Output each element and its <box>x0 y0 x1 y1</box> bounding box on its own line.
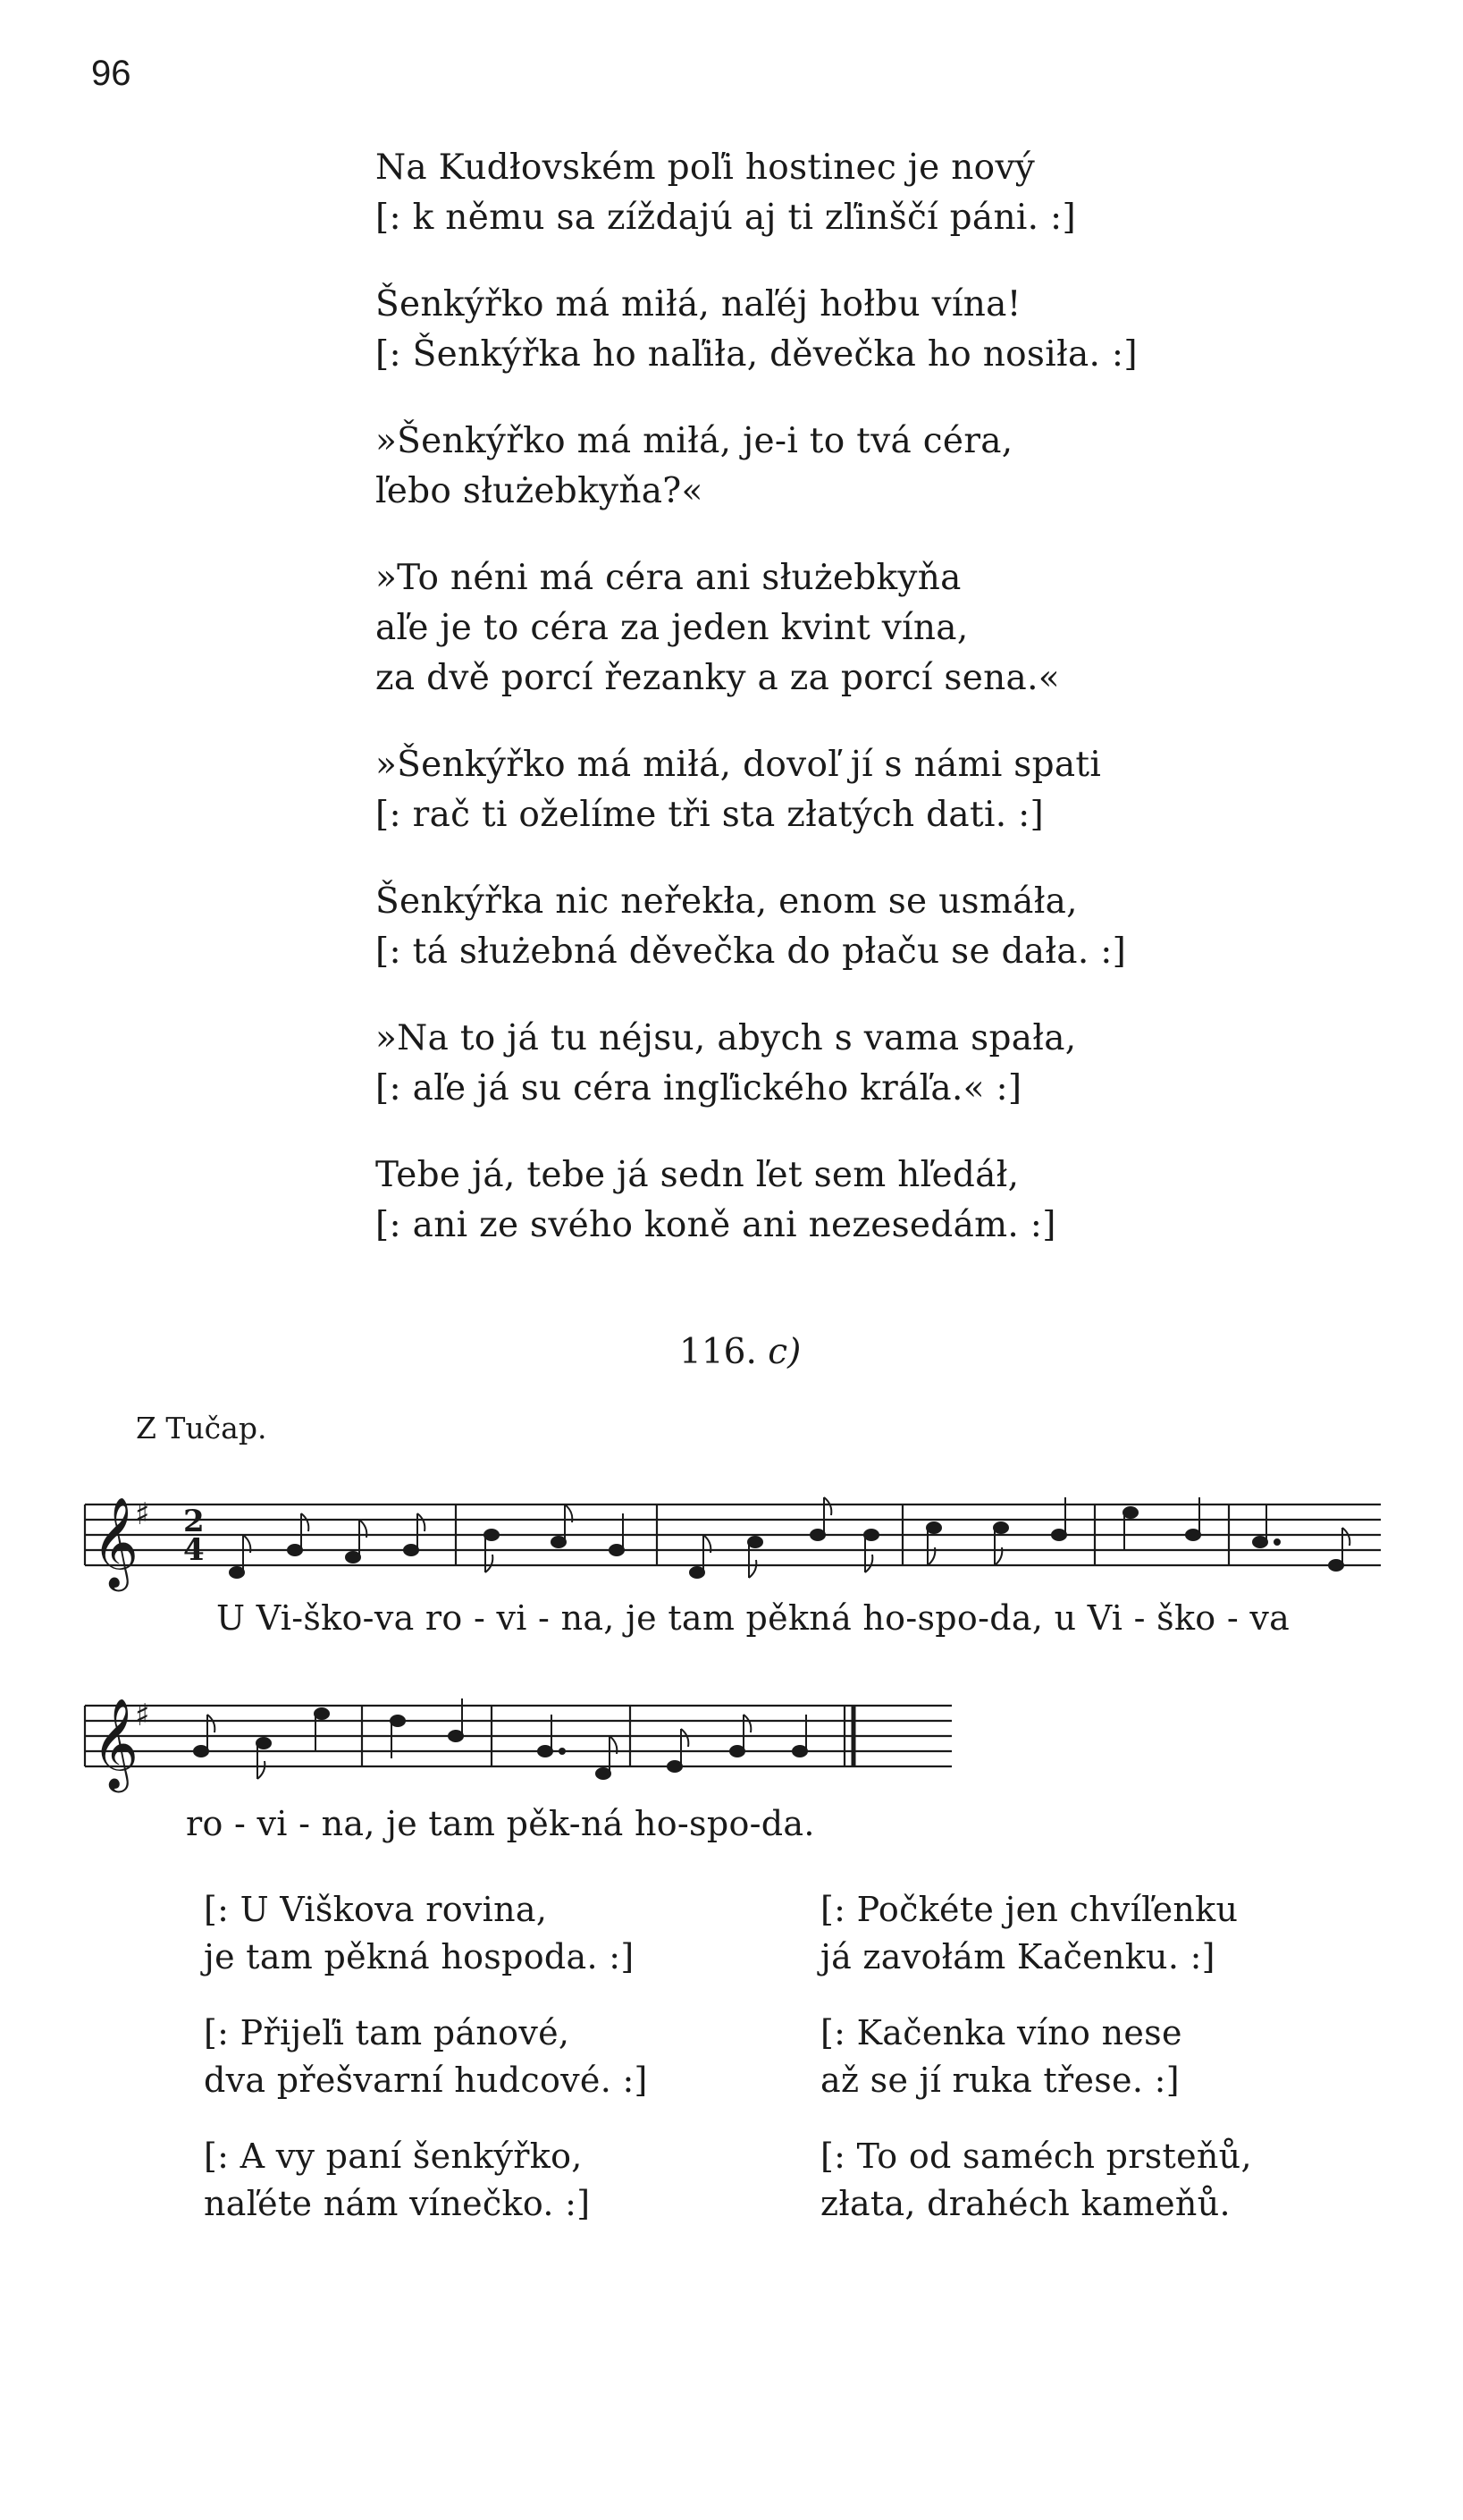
note-icon <box>230 1535 250 1578</box>
note-icon <box>690 1535 710 1578</box>
verse-line: [: ani ze svého koně ani nezesedám. :] <box>375 1205 1056 1245</box>
verse-line: [: Přijeľi tam pánové, <box>204 2013 570 2052</box>
poem-text <box>375 143 1358 1287</box>
stanza <box>375 143 1358 243</box>
stanza <box>375 280 1358 380</box>
music-staff-2 <box>76 1681 970 1800</box>
verse-line: [: Kačenka víno nese <box>820 2013 1182 2052</box>
verse-line: Šenkýřka nic neřekła, enom se usmáła, <box>375 881 1078 922</box>
verse-line: [: k němu sa zíždajú aj ti zľinščí páni. :] <box>375 198 1077 238</box>
note-icon <box>748 1537 762 1578</box>
svg-text:♯: ♯ <box>135 1698 150 1733</box>
sharp-icon <box>135 1496 149 1532</box>
verse-line: [: Počkéte jen chvíľenku <box>820 1890 1239 1929</box>
verse-line: [: Šenkýřka ho naľiła, děvečka ho nosiła. :] <box>375 334 1138 375</box>
stanza <box>375 740 1358 840</box>
music-staff-1 <box>76 1479 1390 1599</box>
stanza <box>375 417 1358 517</box>
song-number-suffix: c) <box>768 1332 802 1372</box>
verse-line: aľe je to céra za jeden kvint vína, <box>375 608 969 648</box>
song-number-value: 116. <box>679 1332 757 1372</box>
stanza <box>204 1886 758 1981</box>
page-number: 96 <box>91 54 131 93</box>
svg-text:♯: ♯ <box>135 1496 150 1532</box>
stanza <box>820 2133 1375 2228</box>
verse-line: [: To od saméch prsteňů, <box>820 2137 1252 2176</box>
stanza <box>820 2010 1375 2104</box>
verse-line: až se jí ruka třese. :] <box>820 2061 1180 2100</box>
note-icon <box>315 1708 329 1751</box>
lyrics-line-2: ro - vi - na, je tam pěk-ná ho-spo-da. <box>186 1804 815 1843</box>
note-icon <box>551 1504 572 1547</box>
verse-line: [: tá służebná děvečka do płaču se dała. :] <box>375 931 1127 972</box>
stanza <box>375 877 1358 977</box>
stanza <box>375 1150 1358 1251</box>
verse-line: [: U Viškova rovina, <box>204 1890 548 1929</box>
stanza <box>204 2133 758 2228</box>
verse-line: naľéte nám vínečko. :] <box>204 2184 591 2223</box>
verse-line: złata, drahéch kameňů. <box>820 2184 1231 2223</box>
verse-line: za dvě porcí řezanky a za porcí sena.« <box>375 658 1060 698</box>
note-icon <box>927 1522 941 1565</box>
song-number <box>679 1332 801 1372</box>
lyrics-line-1: U Vi-ško-va ro - vi - na, je tam pěkná ho-spo-da, u Vi - ško - va <box>216 1598 1291 1638</box>
verse-line: [: rač ti oželíme tři sta złatých dati. :] <box>375 795 1045 835</box>
stanza <box>375 1014 1358 1114</box>
verse-line: je tam pěkná hospoda. :] <box>204 1937 635 1976</box>
verse-line: dva přešvarní hudcové. :] <box>204 2061 648 2100</box>
verse-line: Tebe já, tebe já sedn ľet sem hľedáł, <box>375 1155 1020 1195</box>
verse-line: Šenkýřko má miłá, naľéj hołbu vína! <box>375 284 1022 324</box>
note-icon <box>1123 1507 1138 1550</box>
treble-clef-icon <box>92 1496 139 1592</box>
note-icon <box>1253 1504 1280 1547</box>
verses-left-column <box>204 1886 758 2256</box>
svg-text:𝄞: 𝄞 <box>92 1496 139 1588</box>
verse-line: já zavołám Kačenku. :] <box>820 1937 1215 1976</box>
verse-line: [: aľe já su céra ingľického kráľa.« :] <box>375 1068 1022 1108</box>
stanza <box>204 2010 758 2104</box>
verse-line: Na Kudłovském poľi hostinec je nový <box>375 147 1036 188</box>
note-icon <box>256 1738 271 1779</box>
verse-line: ľebo służebkyňa?« <box>375 471 703 511</box>
verse-line: »To néni má céra ani służebkyňa <box>375 558 962 598</box>
verse-line: [: A vy paní šenkýřko, <box>204 2137 583 2176</box>
time-signature-top: 2 <box>183 1504 205 1539</box>
note-icon <box>346 1520 366 1563</box>
note-icon <box>596 1736 617 1779</box>
song-origin: Z Tučap. <box>136 1411 267 1445</box>
sharp-icon <box>135 1698 149 1733</box>
verses-right-column <box>820 1886 1375 2256</box>
verse-line: »Na to já tu néjsu, abych s vama spała, <box>375 1018 1077 1058</box>
note-icon <box>994 1522 1008 1565</box>
svg-text:𝄞: 𝄞 <box>92 1697 139 1789</box>
stanza <box>820 1886 1375 1981</box>
verse-line: »Šenkýřko má miłá, dovoľ jí s námi spati <box>375 745 1102 785</box>
time-signature-bottom: 4 <box>183 1532 205 1568</box>
treble-clef-icon <box>92 1697 139 1793</box>
stanza <box>375 553 1358 704</box>
verse-line: »Šenkýřko má miłá, je-i to tvá céra, <box>375 421 1013 461</box>
